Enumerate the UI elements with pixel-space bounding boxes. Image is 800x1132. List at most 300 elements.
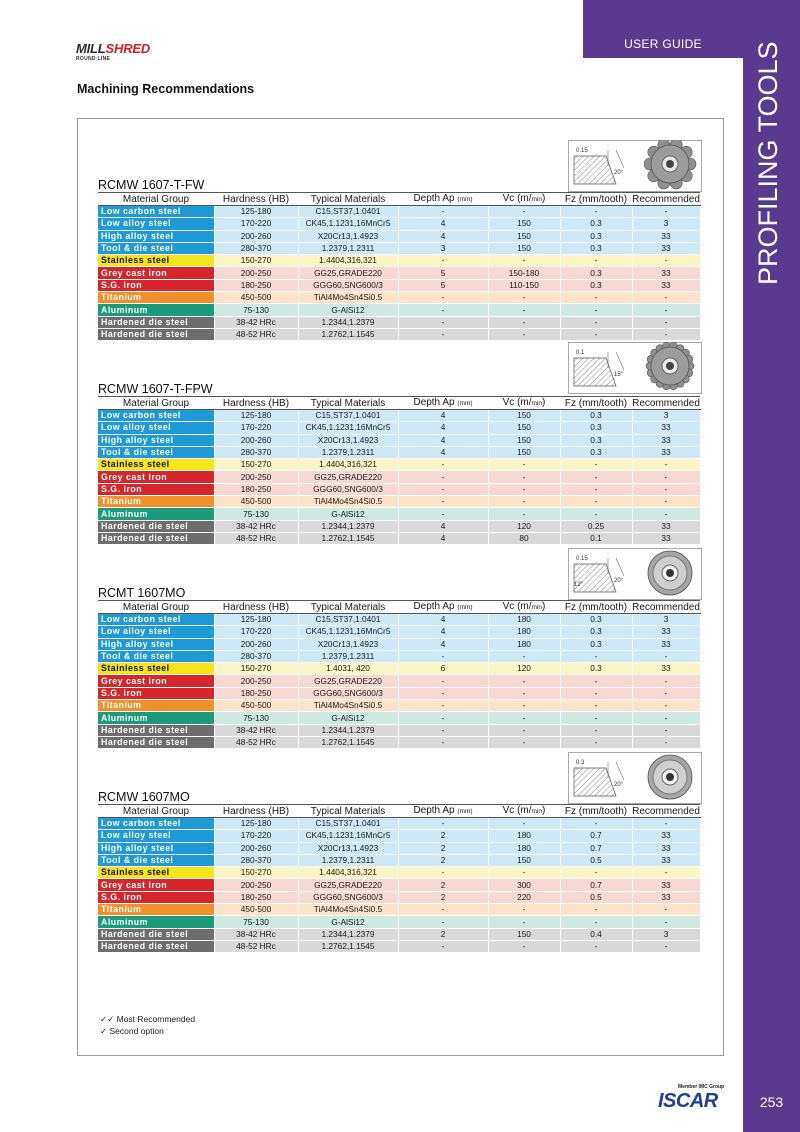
value-cell: 33 [632,267,700,279]
value-cell: - [560,496,632,508]
value-cell: X20Cr13,1.4923 [298,230,398,242]
value-cell: 48-52 HRc [214,736,298,748]
material-cell: Grey cast iron [98,267,214,279]
value-cell: 200-260 [214,638,298,650]
header-row [98,193,700,206]
value-cell: 4 [398,532,488,544]
value-cell: 33 [632,879,700,891]
table-row [98,242,700,254]
col-header: Recommended [632,805,700,817]
value-cell: 150 [488,218,560,230]
material-cell: Aluminum [98,916,214,928]
material-cell: Hardened die steel [98,532,214,544]
value-cell: 3 [632,614,700,626]
value-cell: - [488,675,560,687]
value-cell: 33 [632,434,700,446]
value-cell: 33 [632,520,700,532]
value-cell: 0.3 [560,410,632,422]
col-header: Fz (mm/tooth) [560,601,632,614]
value-cell: - [398,471,488,483]
material-cell: Low carbon steel [98,206,214,218]
user-guide-banner [583,0,743,58]
svg-text:0.15: 0.15 [576,148,588,154]
value-cell: 1.2344,1.2379 [298,724,398,736]
value-cell: - [488,712,560,724]
value-cell: 75-130 [214,712,298,724]
recommendation-table [98,396,701,545]
col-header: Vc (m/min) [488,601,560,614]
value-cell: - [488,471,560,483]
iscar-logo [658,1084,725,1114]
value-cell: 2 [398,928,488,940]
value-cell: - [398,316,488,328]
value-cell: 0.4 [560,928,632,940]
material-cell: Titanium [98,292,214,304]
value-cell: - [488,916,560,928]
value-cell: 1.2344,1.2379 [298,928,398,940]
value-cell: - [560,904,632,916]
edge-diagram [572,346,634,388]
value-cell: - [398,508,488,520]
value-cell: - [632,867,700,879]
table-row [98,292,700,304]
value-cell: - [398,904,488,916]
table-row [98,459,700,471]
value-cell: - [398,650,488,662]
value-cell: 180 [488,638,560,650]
value-cell: C15,ST37,1.0401 [298,614,398,626]
value-cell: - [560,471,632,483]
value-cell: - [398,818,488,830]
value-cell: 180 [488,614,560,626]
value-cell: - [488,459,560,471]
value-cell: GG25,GRADE220 [298,675,398,687]
value-cell: - [560,459,632,471]
value-cell: - [632,471,700,483]
value-cell: 2 [398,830,488,842]
value-cell: 280-370 [214,446,298,458]
value-cell: GGG60,SNG600/3 [298,687,398,699]
value-cell: GG25,GRADE220 [298,471,398,483]
value-cell: 33 [632,422,700,434]
value-cell: 200-250 [214,267,298,279]
value-cell: - [560,818,632,830]
table-row [98,687,700,699]
table-row [98,508,700,520]
side-title: PROFILING TOOLS [753,41,783,285]
value-cell: 75-130 [214,304,298,316]
value-cell: CK45,1.1231,16MnCr5 [298,218,398,230]
value-cell: - [488,724,560,736]
col-header: Typical Materials [298,601,398,614]
value-cell: - [398,304,488,316]
value-cell: - [488,304,560,316]
table-row [98,842,700,854]
value-cell: - [560,508,632,520]
table-row [98,446,700,458]
value-cell: 4 [398,422,488,434]
value-cell: 170-220 [214,218,298,230]
section-title: RCMW 1607MO [98,790,190,804]
material-cell: Hardened die steel [98,724,214,736]
value-cell: 3 [632,410,700,422]
value-cell: 280-370 [214,242,298,254]
col-header: Hardness (HB) [214,805,298,818]
col-header: Hardness (HB) [214,397,298,410]
material-cell: Low carbon steel [98,614,214,626]
value-cell: - [632,916,700,928]
value-cell: 150-270 [214,663,298,675]
value-cell: 2 [398,879,488,891]
section-title: RCMW 1607-T-FPW [98,382,213,396]
value-cell: - [632,496,700,508]
value-cell: 200-250 [214,675,298,687]
col-header: Fz (mm/tooth) [560,397,632,410]
value-cell: - [632,904,700,916]
value-cell: 450-500 [214,496,298,508]
material-cell: Low carbon steel [98,410,214,422]
value-cell: - [488,700,560,712]
value-cell: 0.3 [560,422,632,434]
logo-brand-b: SHRED [105,41,151,56]
value-cell: - [398,916,488,928]
value-cell: 3 [632,928,700,940]
value-cell: 0.5 [560,854,632,866]
value-cell: 180 [488,626,560,638]
value-cell: - [560,675,632,687]
value-cell: 150-270 [214,255,298,267]
svg-text:0.15: 0.15 [576,556,588,562]
value-cell: 200-260 [214,230,298,242]
col-header: Material Group [98,805,214,818]
recommendation-table [98,804,701,953]
svg-text:20°: 20° [614,782,624,788]
material-cell: Aluminum [98,304,214,316]
table-row [98,471,700,483]
material-cell: Aluminum [98,712,214,724]
table-row [98,520,700,532]
table-row [98,496,700,508]
value-cell: 38-42 HRc [214,316,298,328]
material-cell: Low alloy steel [98,422,214,434]
value-cell: - [398,724,488,736]
value-cell: - [488,316,560,328]
user-guide-label: USER GUIDE [624,37,702,51]
value-cell: 450-500 [214,700,298,712]
value-cell: - [488,650,560,662]
value-cell: - [560,316,632,328]
value-cell: - [488,940,560,952]
value-cell: - [488,818,560,830]
material-cell: Titanium [98,700,214,712]
value-cell: - [488,904,560,916]
table-row [98,867,700,879]
material-cell: High alloy steel [98,230,214,242]
value-cell: 0.3 [560,638,632,650]
section-title: RCMT 1607MO [98,586,186,600]
table-row [98,532,700,544]
value-cell: C15,ST37,1.0401 [298,818,398,830]
logo-sub: ROUND LINE [76,56,111,62]
material-cell: Hardened die steel [98,940,214,952]
value-cell: 0.3 [560,267,632,279]
value-cell: 33 [632,663,700,675]
side-band [743,0,800,1132]
value-cell: GG25,GRADE220 [298,267,398,279]
table-row [98,663,700,675]
table-row [98,675,700,687]
value-cell: 170-220 [214,830,298,842]
col-header: Recommended [632,193,700,205]
table-row [98,940,700,952]
value-cell: - [398,687,488,699]
value-cell: 1.2344,1.2379 [298,316,398,328]
svg-text:20°: 20° [614,578,624,584]
value-cell: - [488,292,560,304]
value-cell: 150 [488,446,560,458]
value-cell: 220 [488,891,560,903]
table-row [98,316,700,328]
value-cell: - [398,206,488,218]
material-cell: Grey cast iron [98,675,214,687]
value-cell: 33 [632,532,700,544]
table-row [98,279,700,291]
value-cell: - [632,255,700,267]
value-cell: - [632,675,700,687]
header-row [98,805,700,818]
value-cell: 38-42 HRc [214,928,298,940]
value-cell: - [488,508,560,520]
value-cell: 280-370 [214,650,298,662]
value-cell: - [398,736,488,748]
material-cell: Low alloy steel [98,830,214,842]
table-row [98,712,700,724]
value-cell: G-AlSi12 [298,508,398,520]
col-header: Typical Materials [298,805,398,818]
value-cell: 180 [488,842,560,854]
iscar-wordmark: ISCAR [658,1090,718,1112]
member-text: Member IMC Group [678,1084,725,1090]
col-header: Vc (m/min) [488,193,560,206]
value-cell: 6 [398,663,488,675]
value-cell: 4 [398,626,488,638]
value-cell: 150 [488,242,560,254]
value-cell: - [632,650,700,662]
material-cell: Hardened die steel [98,328,214,340]
value-cell: - [488,867,560,879]
svg-text:15°: 15° [614,372,624,378]
value-cell: 0.3 [560,279,632,291]
value-cell: 0.3 [560,434,632,446]
value-cell: - [632,459,700,471]
value-cell: 38-42 HRc [214,724,298,736]
material-cell: Hardened die steel [98,928,214,940]
value-cell: - [398,867,488,879]
col-header: Material Group [98,397,214,410]
value-cell: - [632,206,700,218]
material-cell: High alloy steel [98,842,214,854]
value-cell: - [488,687,560,699]
value-cell: GGG60,SNG600/3 [298,279,398,291]
material-cell: Stainless steel [98,459,214,471]
value-cell: G-AlSi12 [298,916,398,928]
value-cell: 1.2762,1.1545 [298,532,398,544]
value-cell: 3 [632,218,700,230]
value-cell: 1.2344,1.2379 [298,520,398,532]
value-cell: - [632,328,700,340]
value-cell: 4 [398,638,488,650]
value-cell: 0.7 [560,842,632,854]
value-cell: 38-42 HRc [214,520,298,532]
material-cell: Aluminum [98,508,214,520]
value-cell: 5 [398,279,488,291]
edge-diagram [572,756,634,798]
value-cell: - [632,316,700,328]
value-cell: 150 [488,422,560,434]
table-row [98,638,700,650]
value-cell: TiAl4Mo4Sn4Si0.5 [298,700,398,712]
value-cell: X20Cr13,1.4923 [298,638,398,650]
value-cell: - [398,483,488,495]
table-row [98,230,700,242]
value-cell: 33 [632,830,700,842]
value-cell: 0.3 [560,242,632,254]
col-header: Depth Ap (mm) [398,397,488,410]
value-cell: 150 [488,928,560,940]
value-cell: 170-220 [214,626,298,638]
value-cell: - [632,712,700,724]
svg-text:20°: 20° [614,170,624,176]
value-cell: - [560,328,632,340]
value-cell: TiAl4Mo4Sn4Si0.5 [298,496,398,508]
value-cell: - [560,304,632,316]
table-row [98,916,700,928]
value-cell: 0.7 [560,830,632,842]
table-row [98,614,700,626]
value-cell: 150-180 [488,267,560,279]
value-cell: 4 [398,410,488,422]
material-cell: Stainless steel [98,663,214,675]
col-header: Typical Materials [298,397,398,410]
material-cell: S.G. iron [98,279,214,291]
table-row [98,626,700,638]
value-cell: 150 [488,230,560,242]
col-header: Material Group [98,193,214,206]
value-cell: 0.3 [560,218,632,230]
value-cell: TiAl4Mo4Sn4Si0.5 [298,904,398,916]
value-cell: 0.7 [560,879,632,891]
table-row [98,218,700,230]
value-cell: - [560,724,632,736]
material-cell: S.G. iron [98,483,214,495]
value-cell: 1.2762,1.1545 [298,940,398,952]
col-header: Vc (m/min) [488,397,560,410]
table-row [98,650,700,662]
table-row [98,736,700,748]
edge-diagram [572,144,634,186]
value-cell: - [632,818,700,830]
value-cell: 75-130 [214,916,298,928]
value-cell: 450-500 [214,904,298,916]
table-row [98,879,700,891]
material-cell: Hardened die steel [98,520,214,532]
value-cell: 1.2379,1.2311 [298,446,398,458]
value-cell: - [632,304,700,316]
material-cell: Titanium [98,904,214,916]
material-cell: Stainless steel [98,255,214,267]
material-cell: Low alloy steel [98,218,214,230]
value-cell: G-AlSi12 [298,304,398,316]
value-cell: 2 [398,854,488,866]
value-cell: - [632,940,700,952]
value-cell: 4 [398,614,488,626]
material-cell: Grey cast iron [98,879,214,891]
insert-photo [644,752,698,802]
table-row [98,206,700,218]
table-row [98,724,700,736]
header-row [98,601,700,614]
value-cell: 200-250 [214,879,298,891]
legend-mark-single: ✓ [100,1026,108,1036]
value-cell: 1.2379,1.2311 [298,242,398,254]
value-cell: 33 [632,446,700,458]
edge-diagram [572,552,634,594]
table-row [98,304,700,316]
millshred-logo [76,42,150,62]
value-cell: 280-370 [214,854,298,866]
table-row [98,255,700,267]
value-cell: 33 [632,854,700,866]
value-cell: 4 [398,446,488,458]
table-row [98,854,700,866]
value-cell: 180-250 [214,687,298,699]
value-cell: 75-130 [214,508,298,520]
insert-photo [644,140,698,190]
value-cell: 180 [488,830,560,842]
value-cell: 48-52 HRc [214,940,298,952]
table-row [98,422,700,434]
col-header: Fz (mm/tooth) [560,193,632,206]
svg-text:0.1: 0.1 [576,350,585,356]
value-cell: C15,ST37,1.0401 [298,206,398,218]
value-cell: GGG60,SNG600/3 [298,891,398,903]
value-cell: 125-180 [214,206,298,218]
svg-text:12°: 12° [574,582,584,588]
table-row [98,818,700,830]
table-row [98,267,700,279]
recommendation-table [98,600,701,749]
value-cell: 1.4404,316,321 [298,255,398,267]
value-cell: - [560,206,632,218]
value-cell: GGG60,SNG600/3 [298,483,398,495]
legend-mark-double: ✓✓ [100,1014,115,1024]
value-cell: - [632,483,700,495]
value-cell: - [398,496,488,508]
material-cell: High alloy steel [98,434,214,446]
col-header: Depth Ap (mm) [398,805,488,818]
legend-item [100,1025,195,1037]
col-header: Fz (mm/tooth) [560,805,632,818]
value-cell: 33 [632,626,700,638]
value-cell: - [398,292,488,304]
value-cell: 200-260 [214,434,298,446]
value-cell: 120 [488,520,560,532]
value-cell: - [560,867,632,879]
value-cell: - [398,712,488,724]
value-cell: X20Cr13,1.4923 [298,842,398,854]
header-row [98,397,700,410]
value-cell: - [398,255,488,267]
